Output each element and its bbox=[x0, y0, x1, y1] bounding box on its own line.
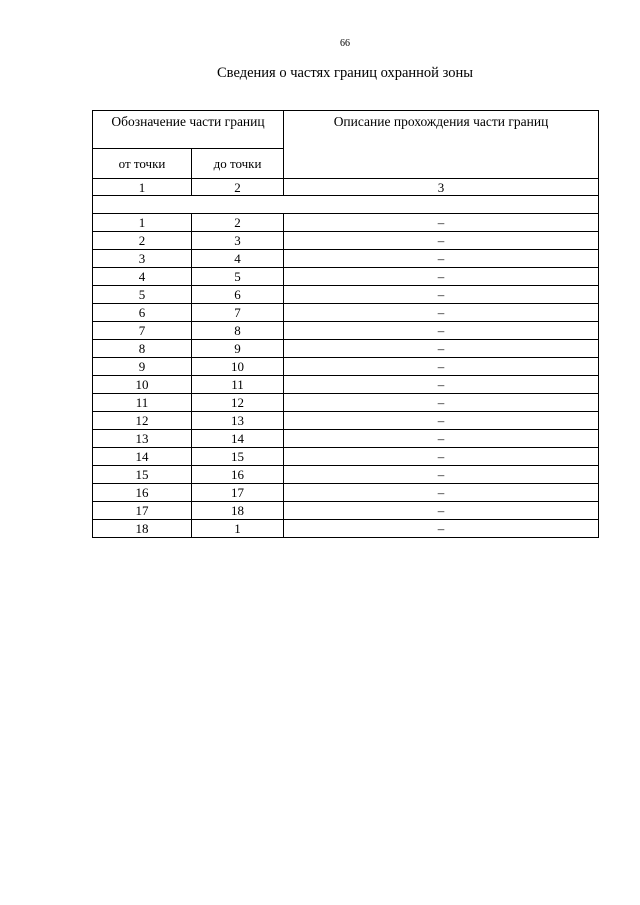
column-number: 3 bbox=[284, 179, 599, 196]
from-point-cell: 11 bbox=[93, 394, 192, 412]
from-point-cell: 5 bbox=[93, 286, 192, 304]
table-row bbox=[93, 232, 599, 250]
from-point-cell: 7 bbox=[93, 322, 192, 340]
header-row bbox=[93, 111, 599, 149]
boundary-parts-table bbox=[92, 110, 599, 538]
table-row bbox=[93, 340, 599, 358]
description-cell: – bbox=[284, 358, 599, 376]
from-point-cell: 14 bbox=[93, 448, 192, 466]
header-boundary-designation: Обозначение части границ bbox=[93, 111, 284, 149]
to-point-cell: 1 bbox=[192, 520, 284, 538]
table-row bbox=[93, 502, 599, 520]
to-point-cell: 9 bbox=[192, 340, 284, 358]
empty-section-cell bbox=[93, 196, 599, 214]
table-row bbox=[93, 376, 599, 394]
table-row bbox=[93, 412, 599, 430]
table-row bbox=[93, 286, 599, 304]
description-cell: – bbox=[284, 376, 599, 394]
to-point-cell: 6 bbox=[192, 286, 284, 304]
table-row bbox=[93, 250, 599, 268]
description-cell: – bbox=[284, 322, 599, 340]
to-point-cell: 2 bbox=[192, 214, 284, 232]
table-row bbox=[93, 394, 599, 412]
table-row bbox=[93, 304, 599, 322]
table-row bbox=[93, 448, 599, 466]
description-cell: – bbox=[284, 304, 599, 322]
from-point-cell: 18 bbox=[93, 520, 192, 538]
from-point-cell: 9 bbox=[93, 358, 192, 376]
table-row bbox=[93, 520, 599, 538]
page-number: 66 bbox=[340, 38, 350, 49]
description-cell: – bbox=[284, 430, 599, 448]
description-cell: – bbox=[284, 268, 599, 286]
from-point-cell: 3 bbox=[93, 250, 192, 268]
header-to-point: до точки bbox=[192, 149, 284, 179]
from-point-cell: 12 bbox=[93, 412, 192, 430]
column-number: 1 bbox=[93, 179, 192, 196]
table-row bbox=[93, 430, 599, 448]
description-cell: – bbox=[284, 502, 599, 520]
from-point-cell: 6 bbox=[93, 304, 192, 322]
description-cell: – bbox=[284, 232, 599, 250]
header-from-point: от точки bbox=[93, 149, 192, 179]
from-point-cell: 4 bbox=[93, 268, 192, 286]
header-description: Описание прохождения части границ bbox=[284, 111, 599, 179]
description-cell: – bbox=[284, 286, 599, 304]
table-row bbox=[93, 268, 599, 286]
to-point-cell: 5 bbox=[192, 268, 284, 286]
to-point-cell: 4 bbox=[192, 250, 284, 268]
description-cell: – bbox=[284, 520, 599, 538]
to-point-cell: 17 bbox=[192, 484, 284, 502]
from-point-cell: 13 bbox=[93, 430, 192, 448]
table-row bbox=[93, 358, 599, 376]
from-point-cell: 10 bbox=[93, 376, 192, 394]
description-cell: – bbox=[284, 250, 599, 268]
from-point-cell: 17 bbox=[93, 502, 192, 520]
to-point-cell: 12 bbox=[192, 394, 284, 412]
description-cell: – bbox=[284, 466, 599, 484]
to-point-cell: 11 bbox=[192, 376, 284, 394]
description-cell: – bbox=[284, 484, 599, 502]
description-cell: – bbox=[284, 448, 599, 466]
to-point-cell: 18 bbox=[192, 502, 284, 520]
description-cell: – bbox=[284, 394, 599, 412]
table-row bbox=[93, 322, 599, 340]
from-point-cell: 2 bbox=[93, 232, 192, 250]
description-cell: – bbox=[284, 340, 599, 358]
to-point-cell: 8 bbox=[192, 322, 284, 340]
document-title: Сведения о частях границ охранной зоны bbox=[217, 65, 473, 81]
to-point-cell: 16 bbox=[192, 466, 284, 484]
table-row bbox=[93, 484, 599, 502]
from-point-cell: 16 bbox=[93, 484, 192, 502]
description-cell: – bbox=[284, 412, 599, 430]
from-point-cell: 15 bbox=[93, 466, 192, 484]
table-row bbox=[93, 214, 599, 232]
column-number-row bbox=[93, 179, 599, 196]
to-point-cell: 15 bbox=[192, 448, 284, 466]
from-point-cell: 8 bbox=[93, 340, 192, 358]
table-row bbox=[93, 466, 599, 484]
column-number: 2 bbox=[192, 179, 284, 196]
to-point-cell: 10 bbox=[192, 358, 284, 376]
to-point-cell: 7 bbox=[192, 304, 284, 322]
to-point-cell: 13 bbox=[192, 412, 284, 430]
empty-section-row bbox=[93, 196, 599, 214]
to-point-cell: 14 bbox=[192, 430, 284, 448]
from-point-cell: 1 bbox=[93, 214, 192, 232]
description-cell: – bbox=[284, 214, 599, 232]
to-point-cell: 3 bbox=[192, 232, 284, 250]
